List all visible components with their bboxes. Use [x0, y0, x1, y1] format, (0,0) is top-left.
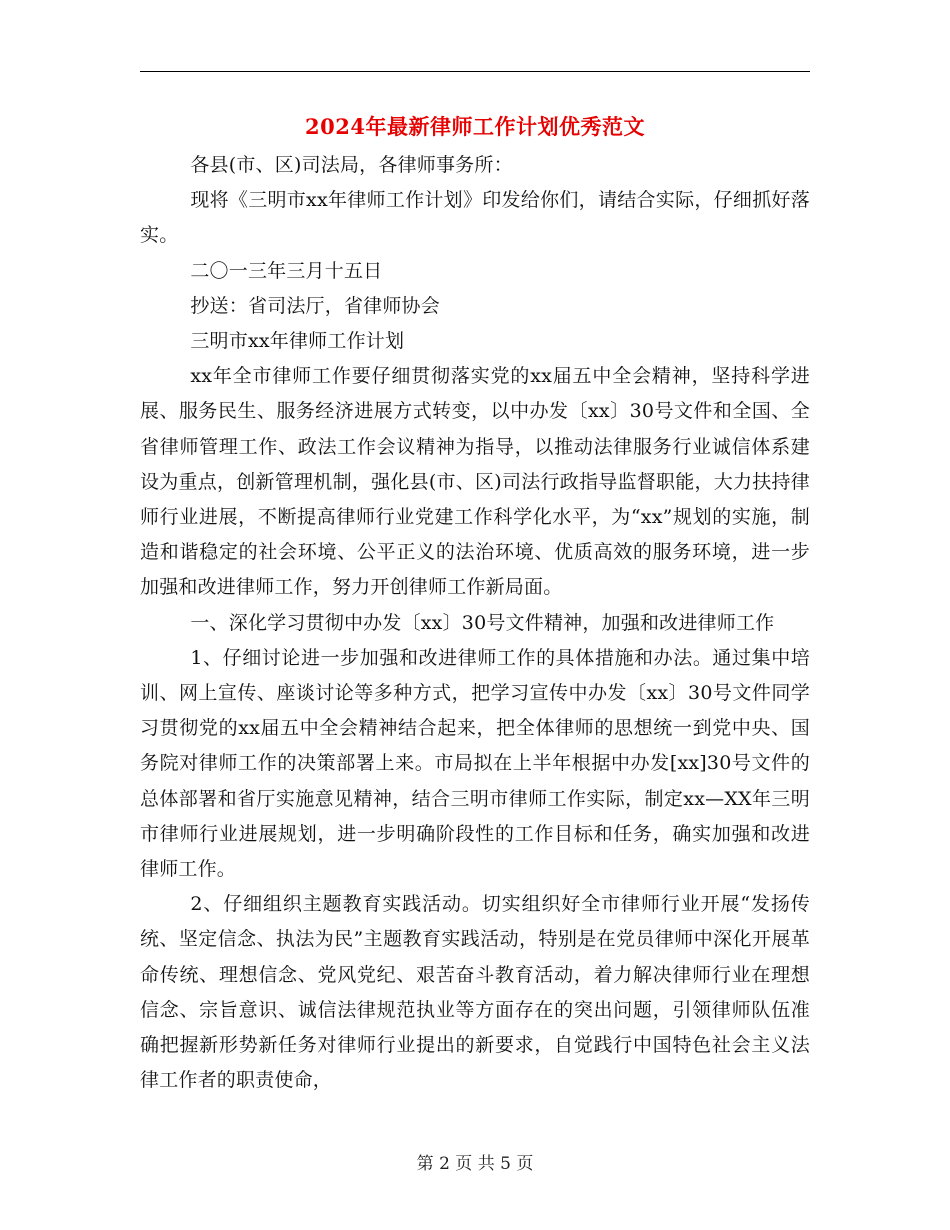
- paragraph-cc: 抄送：省司法厅，省律师协会: [190, 294, 440, 317]
- document-title: 2024年最新律师工作计划优秀范文: [305, 114, 645, 139]
- paragraph-item-1: 1、仔细讨论进一步加强和改进律师工作的具体措施和办法。通过集中培训、网上宣传、座谈讨论等多种方式，把学习宣传中办发〔xx〕30号文件同学习贯彻党的xx届五中全会精神结合起来，把全体律师的思想统一到党中央、国务院对律师工作的决策部署上来。市局拟在上半年根据中办发[xx]30号文件的总体部署和省厅实施意见精神，结合三明市律师工作实际，制定xx—XX年三明市律师行业进展规划，进一步明确阶段性的工作目标和任务，确实加强和改进律师工作。: [140, 646, 810, 881]
- paragraph-addressee: 各县(市、区)司法局，各律师事务所：: [190, 154, 513, 176]
- paragraph-notice: 现将《三明市xx年律师工作计划》印发给你们，请结合实际，仔细抓好落实。: [140, 189, 810, 247]
- paragraph-date: 二〇一三年三月十五日: [190, 259, 383, 282]
- header-rule: [140, 71, 810, 72]
- paragraph-plan-title: 三明市xx年律师工作计划: [190, 330, 405, 353]
- paragraph-item-2: 2、仔细组织主题教育实践活动。切实组织好全市律师行业开展“发扬传统、坚定信念、执法为民”主题教育实践活动，特别是在党员律师中深化开展革命传统、理想信念、党风党纪、艰苦奋斗教育活动，着力解决律师行业在理想信念、宗旨意识、诚信法律规范执业等方面存在的突出问题，引领律师队伍准确把握新形势新任务对律师行业提出的新要求，自觉践行中国特色社会主义法律工作者的职责使命，: [140, 893, 810, 1092]
- paragraph-overview: xx年全市律师工作要仔细贯彻落实党的xx届五中全会精神，坚持科学进展、服务民生、服务经济进展方式转变，以中办发〔xx〕30号文件和全国、全省律师管理工作、政法工作会议精神为指导，以推动法律服务行业诚信体系建设为重点，创新管理机制，强化县(市、区)司法行政指导监督职能，大力扶持律师行业进展，不断提高律师行业党建工作科学化水平，为“xx”规划的实施，制造和谐稳定的社会环境、公平正义的法治环境、优质高效的服务环境，进一步加强和改进律师工作，努力开创律师工作新局面。: [140, 365, 810, 599]
- document-body: [140, 148, 810, 1098]
- paragraph-section-heading: 一、深化学习贯彻中办发〔xx〕30号文件精神，加强和改进律师工作: [190, 611, 775, 634]
- page-number: 第 2 页 共 5 页: [416, 1154, 534, 1174]
